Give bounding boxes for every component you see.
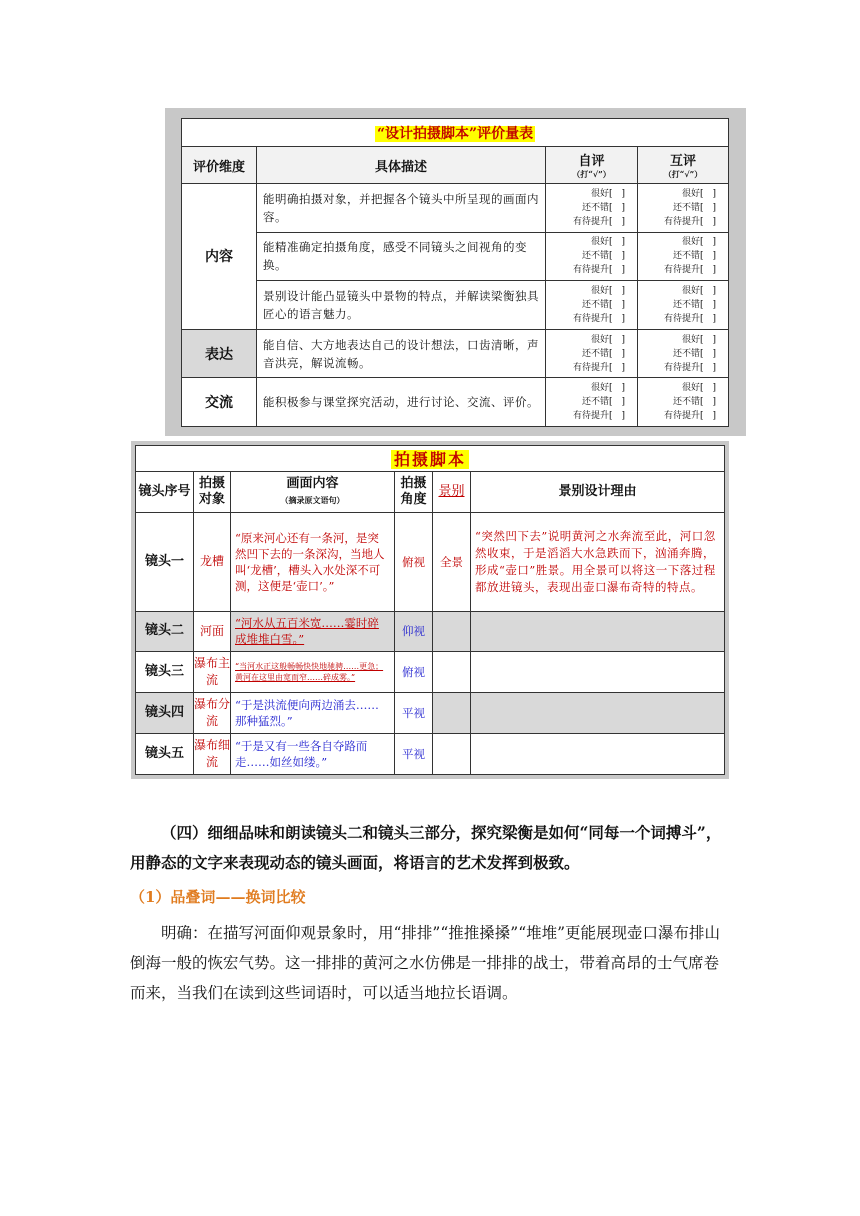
header-dimension: 评价维度 <box>182 147 257 184</box>
explanation-paragraph: 明确：在描写河面仰观景象时，用“排排”“推推搡搡”“堆堆”更能展现壶口瀑布排山倒海一般的恢宏气势。这一排排的黄河之水仿佛是一排排的战士，带着高昂的士气席卷而来，当我们在读到这些词语时，可以适当地拉长语调。 <box>130 924 721 1002</box>
header-object: 拍摄对象 <box>194 471 231 513</box>
scale-cell[interactable] <box>433 652 471 693</box>
header-scale: 景别 <box>433 471 471 513</box>
header-angle: 拍摄角度 <box>395 471 433 513</box>
self-rating-cell[interactable] <box>546 184 638 233</box>
dimension-cell: 交流 <box>182 378 257 427</box>
peer-rating-cell[interactable] <box>638 232 729 281</box>
self-rating-cell[interactable] <box>546 329 638 378</box>
rating-option[interactable]: 有待提升[ ] <box>572 216 625 227</box>
evaluation-table <box>181 118 729 427</box>
content-cell: “河水从五百米宽……霎时碎成堆堆白雪。” <box>231 611 395 652</box>
rating-option[interactable]: 很好[ ] <box>682 285 717 296</box>
description-cell: 能积极参与课堂探究活动，进行讨论、交流、评价。 <box>257 378 546 427</box>
content-cell: “当河水正这般畅畅快快地驰骋……更急；黄河在这里由宽而窄……碎成雾。” <box>231 652 395 693</box>
angle-cell: 平视 <box>395 693 433 734</box>
rating-option[interactable]: 很好[ ] <box>590 285 625 296</box>
rating-option[interactable]: 还不错[ ] <box>581 348 625 359</box>
section-heading: （1）品叠词——换词比较 <box>130 888 306 906</box>
self-rating-cell[interactable] <box>546 232 638 281</box>
object-cell: 瀑布主流 <box>194 652 231 693</box>
content-note: （摘录原文语句） <box>280 494 345 505</box>
rating-option[interactable]: 还不错[ ] <box>581 202 625 213</box>
rating-option[interactable]: 有待提升[ ] <box>572 313 625 324</box>
self-eval-note: （打“√”） <box>572 169 611 179</box>
rating-option[interactable]: 有待提升[ ] <box>664 313 717 324</box>
peer-eval-note: （打“√”） <box>663 169 703 179</box>
shooting-script-frame <box>131 441 729 779</box>
content-cell: “原来河心还有一条河，是突然凹下去的一条深沟，当地人叫‘龙槽’，槽头入水处深不可测，这便是‘壶口’。” <box>231 513 395 611</box>
shooting-script-title-cell <box>136 446 725 472</box>
rating-option[interactable]: 很好[ ] <box>590 334 625 345</box>
content-cell: “于是又有一些各自夺路而走……如丝如缕。” <box>231 734 395 775</box>
object-cell: 龙槽 <box>194 513 231 611</box>
rating-option[interactable]: 有待提升[ ] <box>664 265 717 276</box>
rating-option[interactable]: 有待提升[ ] <box>572 362 625 373</box>
angle-cell: 平视 <box>395 734 433 775</box>
rating-option[interactable]: 有待提升[ ] <box>664 362 717 373</box>
rating-option[interactable]: 有待提升[ ] <box>664 216 717 227</box>
content-cell: “于是洪流便向两边涌去……那种猛烈。” <box>231 693 395 734</box>
reason-cell[interactable] <box>471 734 725 775</box>
rating-option[interactable]: 有待提升[ ] <box>572 411 625 422</box>
description-cell: 能精准确定拍摄角度，感受不同镜头之间视角的变换。 <box>257 232 546 281</box>
content-label: 画面内容 <box>286 475 339 491</box>
angle-cell: 俯视 <box>395 513 433 611</box>
header-content <box>231 471 395 513</box>
header-shot-no: 镜头序号 <box>136 471 194 513</box>
peer-rating-cell[interactable] <box>638 329 729 378</box>
evaluation-table-frame <box>165 108 746 436</box>
rating-option[interactable]: 很好[ ] <box>682 188 717 199</box>
object-cell: 河面 <box>194 611 231 652</box>
reason-cell[interactable] <box>471 652 725 693</box>
rating-option[interactable]: 还不错[ ] <box>673 202 717 213</box>
evaluation-table-title-cell <box>182 119 729 147</box>
scale-cell: 全景 <box>433 513 471 611</box>
object-cell: 瀑布分流 <box>194 693 231 734</box>
shot-cell: 镜头四 <box>136 693 194 734</box>
self-eval-label: 自评 <box>578 154 605 169</box>
rating-option[interactable]: 还不错[ ] <box>673 348 717 359</box>
rating-option[interactable]: 还不错[ ] <box>673 397 717 408</box>
evaluation-table-title: “设计拍摄脚本”评价量表 <box>376 125 534 142</box>
scale-cell[interactable] <box>433 611 471 652</box>
peer-rating-cell[interactable] <box>638 281 729 330</box>
shooting-script-title: 拍摄脚本 <box>391 450 469 469</box>
shot-cell: 镜头三 <box>136 652 194 693</box>
rating-option[interactable]: 很好[ ] <box>682 334 717 345</box>
reason-cell: “突然凹下去”说明黄河之水奔流至此，河口忽然收束，于是滔滔大水急跌而下，汹涌奔腾，形成“壶口”胜景。用全景可以将这一下落过程都放进镜头，表现出壶口瀑布奇特的特点。 <box>471 513 725 611</box>
reason-cell[interactable] <box>471 693 725 734</box>
rating-option[interactable]: 很好[ ] <box>590 383 625 394</box>
self-rating-cell[interactable] <box>546 281 638 330</box>
peer-rating-cell[interactable] <box>638 378 729 427</box>
self-rating-cell[interactable] <box>546 378 638 427</box>
peer-rating-cell[interactable] <box>638 184 729 233</box>
rating-option[interactable]: 很好[ ] <box>682 237 717 248</box>
scale-cell[interactable] <box>433 734 471 775</box>
rating-option[interactable]: 还不错[ ] <box>673 299 717 310</box>
object-cell: 瀑布细流 <box>194 734 231 775</box>
dimension-cell: 表达 <box>182 329 257 378</box>
rating-option[interactable]: 很好[ ] <box>590 237 625 248</box>
rating-option[interactable]: 还不错[ ] <box>581 251 625 262</box>
reason-cell[interactable] <box>471 611 725 652</box>
description-cell: 能明确拍摄对象，并把握各个镜头中所呈现的画面内容。 <box>257 184 546 233</box>
header-self-eval <box>546 147 638 184</box>
header-description: 具体描述 <box>257 147 546 184</box>
dimension-cell: 内容 <box>182 184 257 330</box>
shot-cell: 镜头五 <box>136 734 194 775</box>
rating-option[interactable]: 还不错[ ] <box>673 251 717 262</box>
header-peer-eval <box>638 147 729 184</box>
shooting-script-table <box>135 445 725 775</box>
header-reason: 景别设计理由 <box>471 471 725 513</box>
rating-option[interactable]: 很好[ ] <box>682 383 717 394</box>
angle-cell: 俯视 <box>395 652 433 693</box>
peer-eval-label: 互评 <box>670 154 697 169</box>
description-cell: 景别设计能凸显镜头中景物的特点，并解读梁衡独具匠心的语言魅力。 <box>257 281 546 330</box>
task-paragraph: （四）细细品味和朗读镜头二和镜头三部分，探究梁衡是如何“同每一个词搏斗”，用静态的文字来表现动态的镜头画面，将语言的艺术发挥到极致。 <box>130 823 722 872</box>
shot-cell: 镜头二 <box>136 611 194 652</box>
angle-cell: 仰视 <box>395 611 433 652</box>
scale-cell[interactable] <box>433 693 471 734</box>
rating-option[interactable]: 还不错[ ] <box>581 397 625 408</box>
rating-option[interactable]: 有待提升[ ] <box>572 265 625 276</box>
description-cell: 能自信、大方地表达自己的设计想法，口齿清晰，声音洪亮，解说流畅。 <box>257 329 546 378</box>
rating-option[interactable]: 有待提升[ ] <box>664 411 717 422</box>
rating-option[interactable]: 还不错[ ] <box>581 299 625 310</box>
shot-cell: 镜头一 <box>136 513 194 611</box>
rating-option[interactable]: 很好[ ] <box>590 188 625 199</box>
